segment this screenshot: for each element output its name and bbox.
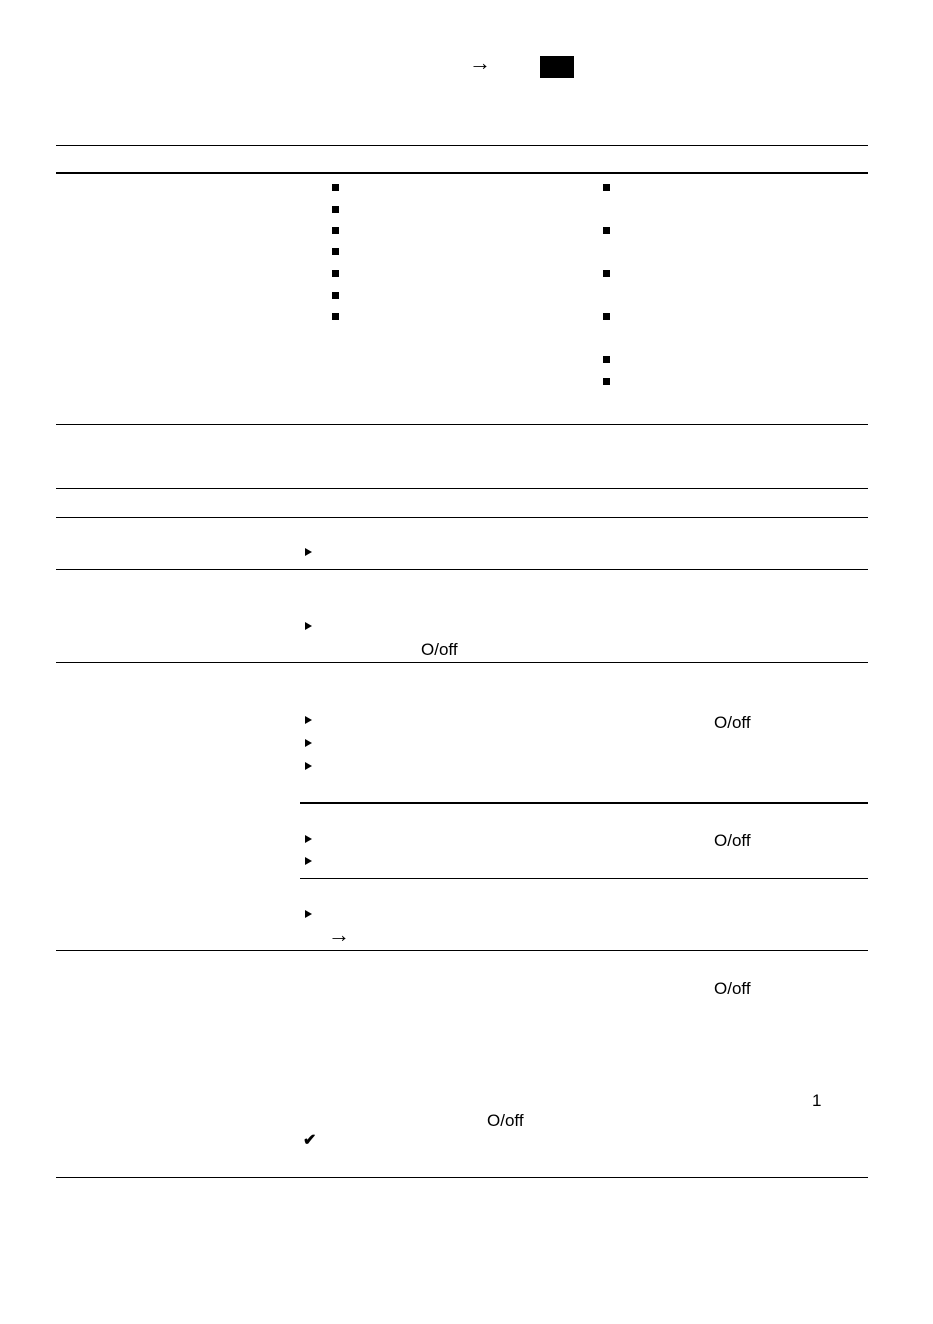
bullet-square-icon xyxy=(332,184,339,191)
digit-one-key: 1 xyxy=(812,1091,822,1110)
subsection-rule xyxy=(300,802,868,804)
check-mark-icon: ✔ xyxy=(303,1132,317,1149)
display-indicator-block xyxy=(540,56,574,78)
step-marker-icon xyxy=(305,857,312,865)
step-marker-icon xyxy=(305,835,312,843)
row-rule xyxy=(56,424,868,425)
table-header-rule xyxy=(56,172,868,174)
right-arrow-icon: → xyxy=(328,922,350,947)
bullet-square-icon xyxy=(603,270,610,277)
table-bottom-rule xyxy=(56,1177,868,1178)
bullet-square-icon xyxy=(332,206,339,213)
bullet-square-icon xyxy=(332,227,339,234)
header-arrow: → xyxy=(469,50,491,75)
bullet-square-icon xyxy=(332,313,339,320)
bullet-square-icon xyxy=(603,184,610,191)
table-top-rule xyxy=(56,145,868,146)
bullet-square-icon xyxy=(603,313,610,320)
power-off-label: O/off xyxy=(714,979,751,998)
power-off-label: O/off xyxy=(714,713,751,732)
step-marker-icon xyxy=(305,548,312,556)
power-off-label: O/off xyxy=(487,1111,524,1130)
step-marker-icon xyxy=(305,622,312,630)
row-rule xyxy=(56,662,868,663)
bullet-square-icon xyxy=(603,227,610,234)
step-marker-icon xyxy=(305,910,312,918)
bullet-square-icon xyxy=(603,356,610,363)
bullet-square-icon xyxy=(332,292,339,299)
bullet-square-icon xyxy=(332,248,339,255)
row-rule xyxy=(56,488,868,489)
step-marker-icon xyxy=(305,739,312,747)
row-rule xyxy=(56,950,868,951)
bullet-square-icon xyxy=(332,270,339,277)
row-rule xyxy=(56,517,868,518)
row-rule xyxy=(56,569,868,570)
step-marker-icon xyxy=(305,716,312,724)
step-marker-icon xyxy=(305,762,312,770)
subsection-rule xyxy=(300,878,868,879)
power-off-label: O/off xyxy=(421,640,458,659)
power-off-label: O/off xyxy=(714,831,751,850)
bullet-square-icon xyxy=(603,378,610,385)
